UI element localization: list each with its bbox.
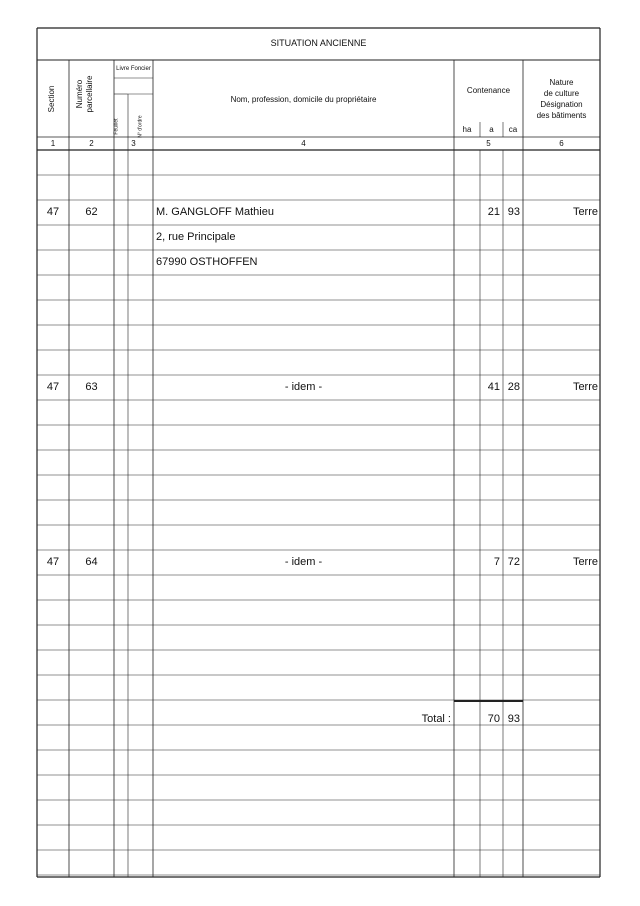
cell-nom: M. GANGLOFF Mathieu xyxy=(156,206,274,218)
col-number-2: 2 xyxy=(89,139,94,148)
header-ca: ca xyxy=(508,125,518,134)
cell-nom: - idem - xyxy=(284,556,323,568)
cell-a: 7 xyxy=(493,556,500,568)
cell-a: 21 xyxy=(487,206,500,218)
col-number-1: 1 xyxy=(50,139,56,148)
cell-numero: 63 xyxy=(85,381,98,393)
header-nature-2: de culture xyxy=(543,89,580,98)
header-livre-foncier xyxy=(114,65,153,73)
header-nature-1: Nature xyxy=(549,78,574,87)
header-nature-3: Désignation xyxy=(540,100,583,109)
col-number-6: 6 xyxy=(559,139,564,148)
total-label: Total : xyxy=(421,713,451,725)
cell-ca: 93 xyxy=(507,206,520,218)
header-numero-text: Numéro parcellaire xyxy=(75,75,94,113)
header-nature-4: des bâtiments xyxy=(536,111,587,120)
cell-numero: 62 xyxy=(85,206,98,218)
header-ha: ha xyxy=(462,125,472,134)
col-number-5: 5 xyxy=(486,139,491,148)
total-a: 70 xyxy=(487,713,500,725)
form-title: SITUATION ANCIENNE xyxy=(270,38,367,48)
cell-nom: - idem - xyxy=(284,381,323,393)
cell-nature: Terre xyxy=(572,381,598,393)
cell-section: 47 xyxy=(46,556,60,568)
header-feuillet: Feuillet xyxy=(113,118,120,135)
cell-section: 47 xyxy=(46,206,60,218)
header-a: a xyxy=(489,125,494,134)
cell-nature: Terre xyxy=(572,206,598,218)
header-contenance: Contenance xyxy=(466,86,511,95)
header-livre-foncier-text: Livre Foncier xyxy=(116,66,151,72)
cell-section: 47 xyxy=(46,381,60,393)
cell-a: 41 xyxy=(487,381,500,393)
col-number-3: 3 xyxy=(131,139,136,148)
total-ca: 93 xyxy=(507,713,520,725)
cell-ca: 28 xyxy=(507,381,520,393)
col-number-4: 4 xyxy=(301,139,306,148)
header-section: Section xyxy=(47,85,56,113)
cell-numero: 64 xyxy=(85,556,98,568)
cell-ca: 72 xyxy=(507,556,520,568)
header-nom: Nom, profession, domicile du propriétaire xyxy=(230,95,377,104)
header-n-ordre: N° d'ordre xyxy=(137,115,144,138)
cell-nom: 67990 OSTHOFFEN xyxy=(156,256,258,268)
header-numero xyxy=(75,63,105,125)
cell-nom: 2, rue Principale xyxy=(156,231,236,243)
cell-nature: Terre xyxy=(572,556,598,568)
